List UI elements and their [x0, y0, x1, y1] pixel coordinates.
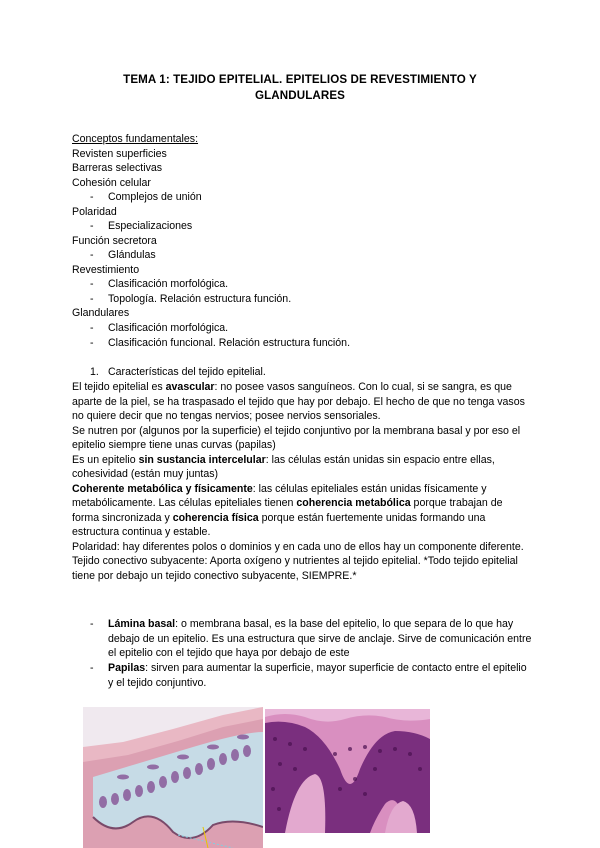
bullet-lamina-basal: Lámina basal: o membrana basal, es la base del epitelio, lo que separa de lo que hay debajo de un epitelio. Es una estructura que sirve de anclaje. Sirve de comunicación entre el epitelio con el tejido que haya por debajo de este — [108, 618, 532, 659]
dash-marker: - — [90, 249, 94, 261]
concept-subitem: Clasificación morfológica. — [108, 322, 229, 334]
dash-marker: - — [90, 618, 94, 630]
section-heading: Características del tejido epitelial. — [108, 366, 266, 378]
dash-marker: - — [90, 220, 94, 232]
paragraph-intercellular: Es un epitelio sin sustancia intercelular: las células están unidas sin espacio entre ellas, cohesividad (están muy juntas) — [72, 453, 495, 480]
concept-item: Revisten superficies — [72, 148, 167, 160]
concept-item: Glandulares — [72, 307, 130, 319]
concept-subitem: Complejos de unión — [108, 191, 202, 203]
histology-micrograph — [265, 709, 430, 833]
paragraph-connective: Tejido conectivo subyacente: Aporta oxígeno y nutrientes al tejido epitelial. *Todo tejido epitelial tiene por debajo un tejido conectivo subyacente, SIEMPRE.* — [72, 555, 518, 582]
paragraph-avascular: El tejido epitelial es avascular: no posee vasos sanguíneos. Con lo cual, si se sangra, es que aparte de la piel, se ha traspasado el tejido que hay por debajo. El hecho de que no tenga vasos no quiere decir que no tengas nervios; posee nervios sensoriales. — [72, 381, 525, 422]
paragraph-polarity: Polaridad: hay diferentes polos o dominios y en cada uno de ellos hay un componente diferente. — [72, 540, 524, 553]
histology-micrograph-illustration — [265, 709, 430, 833]
concept-subitem: Glándulas — [108, 249, 156, 261]
concept-subitem: Especializaciones — [108, 220, 193, 232]
concept-item: Barreras selectivas — [72, 162, 163, 174]
page-title — [60, 72, 540, 104]
paragraph-nutrition: Se nutren por (algunos por la superficie) el tejido conjuntivo por la membrana basal y por eso el epitelio siempre tiene unas curvas (papilas) — [72, 424, 521, 451]
concept-item: Cohesión celular — [72, 177, 151, 189]
dash-marker: - — [90, 278, 94, 290]
dash-marker: - — [90, 293, 94, 305]
epithelium-diagram-illustration — [83, 707, 263, 848]
concepts-heading: Conceptos fundamentales: — [72, 133, 199, 145]
concept-subitem: Clasificación morfológica. — [108, 278, 229, 290]
bullet-papilas: Papilas: sirven para aumentar la superficie, mayor superficie de contacto entre el epitelio y el tejido conjuntivo. — [108, 662, 527, 689]
dash-marker: - — [90, 191, 94, 203]
concept-subitem: Clasificación funcional. Relación estructura función. — [108, 337, 351, 349]
dash-marker: - — [90, 322, 94, 334]
concept-item: Revestimiento — [72, 264, 140, 276]
concept-subitem: Topología. Relación estructura función. — [108, 293, 292, 305]
dash-marker: - — [90, 662, 94, 674]
concept-item: Polaridad — [72, 206, 117, 218]
title-line-2: GLANDULARES — [255, 89, 345, 102]
dash-marker: - — [90, 337, 94, 349]
epithelium-diagram — [83, 707, 263, 848]
title-line-1: TEMA 1: TEJIDO EPITELIAL. EPITELIOS DE REVESTIMIENTO Y — [123, 73, 477, 86]
body-text — [72, 380, 532, 583]
paragraph-coherence: Coherente metabólica y físicamente: las células epiteliales están unidas físicamente y metabólicamente. Las células epiteliales tienen coherencia metabólica porque trabajan de forma sincronizada y coherencia física porque están fuertemente unidas formando una estructura continua y estable. — [72, 482, 503, 538]
section-number: 1. — [90, 366, 99, 378]
concept-item: Función secretora — [72, 235, 157, 247]
